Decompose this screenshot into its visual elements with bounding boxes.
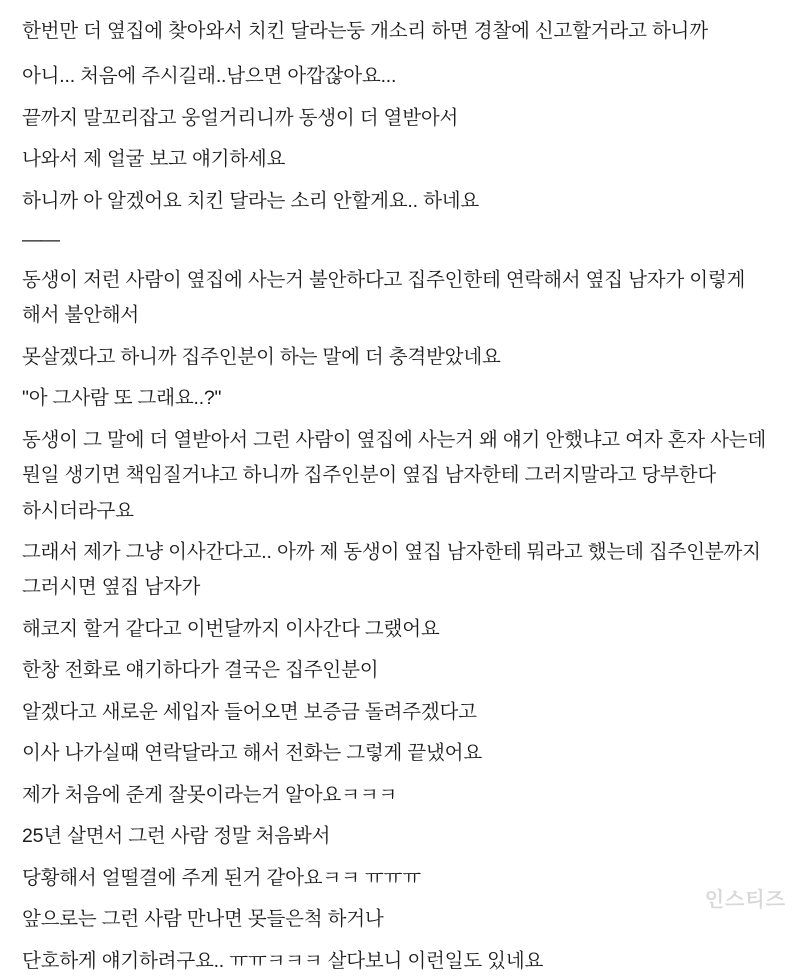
site-watermark xyxy=(705,883,786,912)
paragraph-10: 그래서 제가 그냥 이사간다고.. 아까 제 동생이 옆집 남자한테 뭐라고 했는데 집주인분까지 그러시면 옆집 남자가 xyxy=(22,541,766,599)
paragraph-13: 알겠다고 새로운 세입자 들어오면 보증금 돌려주겠다고 xyxy=(22,700,477,723)
paragraph-17: 당황해서 얼떨결에 주게 된거 같아요ㅋㅋ ㅠㅠㅠ xyxy=(22,866,421,889)
paragraph-4: 나와서 제 얼굴 보고 얘기하세요 xyxy=(22,148,286,171)
paragraph-14: 이사 나가실때 연락달라고 해서 전화는 그렇게 끝냈어요 xyxy=(22,742,482,765)
watermark-text: 인스티즈 xyxy=(704,889,786,911)
paragraph-15: 제가 처음에 준게 잘못이라는거 알아요ㅋㅋㅋ xyxy=(22,783,397,806)
paragraph-5: 하니까 아 알겠어요 치킨 달라는 소리 안할게요.. 하네요 xyxy=(22,189,479,212)
paragraph-11: 해코지 할거 같다고 이번달까지 이사간다 그랬어요 xyxy=(22,617,440,640)
paragraph-7: 못살겠다고 하니까 집주인분이 하는 말에 더 충격받았네요 xyxy=(22,345,501,368)
paragraph-9: 동생이 그 말에 더 열받아서 그런 사람이 옆집에 사는거 왜 얘기 안했냐고 여자 혼자 사는데 뭔일 생기면 책임질거냐고 하니까 집주인분이 옆집 남자한테 그러지말라고 당부한다 하시더라구요 xyxy=(22,428,772,522)
paragraph-3: 끝까지 말꼬리잡고 웅얼거리니까 동생이 더 열받아서 xyxy=(22,106,459,129)
paragraph-6: 동생이 저런 사람이 옆집에 사는거 불안하다고 집주인한테 연락해서 옆집 남자가 이렇게 해서 불안해서 xyxy=(22,268,751,327)
paragraph-8-quote: "아 그사람 또 그래요..?" xyxy=(22,387,222,410)
paragraph-12: 한창 전화로 얘기하다가 결국은 집주인분이 xyxy=(22,659,379,682)
paragraph-19: 단호하게 얘기하려구요.. ㅠㅠㅋㅋㅋ 살다보니 이런일도 있네요 xyxy=(22,949,544,972)
text-divider: —— xyxy=(22,229,59,252)
paragraph-16: 25년 살면서 그런 사람 정말 처음봐서 xyxy=(22,825,331,848)
paragraph-1: 한번만 더 옆집에 찾아와서 치킨 달라는둥 개소리 하면 경찰에 신고할거라고 하니까 xyxy=(22,20,708,42)
paragraph-2: 아니... 처음에 주시길래..남으면 아깝잖아요... xyxy=(22,65,397,88)
paragraph-18: 앞으로는 그런 사람 만나면 못들은척 하거나 xyxy=(22,908,384,931)
